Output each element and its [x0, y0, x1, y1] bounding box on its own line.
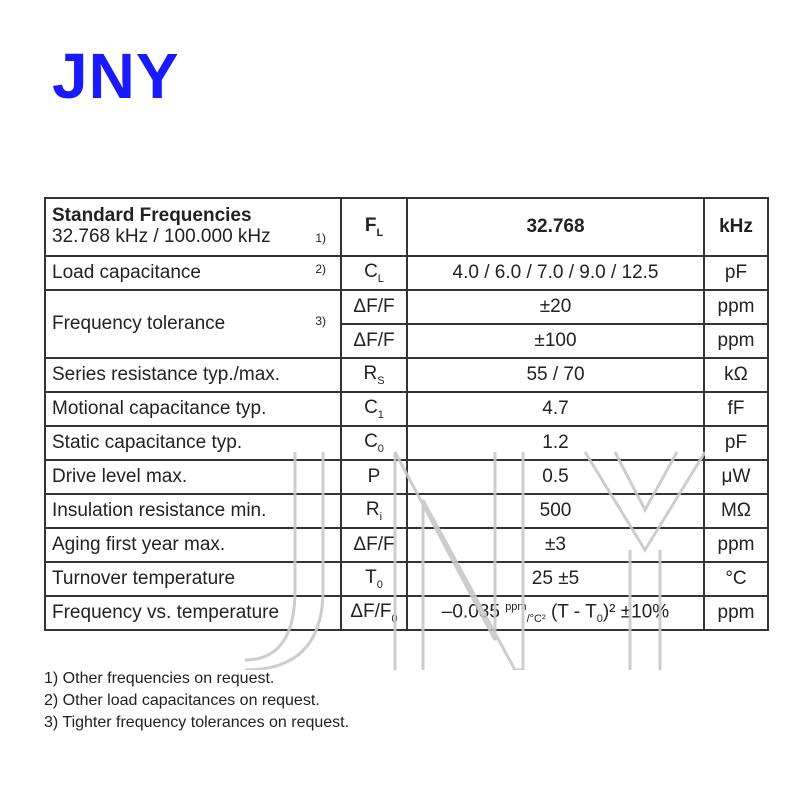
- unit-cell: ppm: [704, 324, 768, 358]
- param-cell: Drive level max.: [45, 460, 341, 494]
- table-row: [45, 290, 768, 324]
- header-symbol-cell: $F_L$: [341, 198, 407, 256]
- footnote-2: 2) Other load capacitances on request.: [44, 692, 320, 709]
- unit-cell: pF: [704, 426, 768, 460]
- footnote-marker: 1): [315, 230, 326, 245]
- param-cell: Series resistance typ./max.: [45, 358, 341, 392]
- header-subtitle: 32.768 kHz / 100.000 kHz: [52, 226, 271, 247]
- table-row: [45, 460, 768, 494]
- param-cell: Turnover temperature: [45, 562, 341, 596]
- value-cell: 55 / 70: [407, 358, 704, 392]
- value-cell: ±100: [407, 324, 704, 358]
- unit-cell: ppm: [704, 528, 768, 562]
- param-cell: Static capacitance typ.: [45, 426, 341, 460]
- symbol-cell: ΔF/F: [341, 290, 407, 324]
- value-cell: 4.7: [407, 392, 704, 426]
- brand-logo: JNY: [52, 40, 180, 112]
- value-cell: 4.0 / 6.0 / 7.0 / 9.0 / 12.5: [407, 256, 704, 290]
- unit-cell: pF: [704, 256, 768, 290]
- footnotes: [44, 668, 349, 734]
- unit-cell: ppm: [704, 596, 768, 630]
- footnote-marker: 2): [315, 262, 326, 276]
- unit-cell: MΩ: [704, 494, 768, 528]
- table-row: [45, 562, 768, 596]
- footnote-1: 1) Other frequencies on request.: [44, 670, 275, 687]
- value-cell: ±20: [407, 290, 704, 324]
- value-cell: 25 ±5: [407, 562, 704, 596]
- value-cell: ±3: [407, 528, 704, 562]
- unit-cell: ppm: [704, 290, 768, 324]
- header-title: Standard Frequencies: [52, 205, 252, 227]
- param-cell: Load capacitance 2): [45, 256, 341, 290]
- unit-cell: μW: [704, 460, 768, 494]
- value-cell: 1.2: [407, 426, 704, 460]
- param-cell: Frequency tolerance 3): [45, 290, 341, 358]
- symbol-cell: $R_i$: [341, 494, 407, 528]
- table-row: [45, 494, 768, 528]
- symbol-cell: ΔF/F: [341, 324, 407, 358]
- value-cell: 500: [407, 494, 704, 528]
- symbol-cell: $R_S$: [341, 358, 407, 392]
- table-header-row: [45, 198, 768, 256]
- header-value-cell: 32.768: [407, 198, 704, 256]
- table-row: [45, 596, 768, 630]
- specification-table: [44, 197, 769, 631]
- value-cell: –0.035 $^{ppm}_{/^\circ C^2}$ $(T - T_0)^2 \pm 10\%$: [407, 596, 704, 630]
- table-row: [45, 256, 768, 290]
- value-cell: 0.5: [407, 460, 704, 494]
- footnote-3: 3) Tighter frequency tolerances on request.: [44, 714, 350, 731]
- symbol-cell: ΔF/F: [341, 528, 407, 562]
- param-cell: Aging first year max.: [45, 528, 341, 562]
- header-unit-cell: kHz: [704, 198, 768, 256]
- unit-cell: °C: [704, 562, 768, 596]
- param-cell: Frequency vs. temperature: [45, 596, 341, 630]
- symbol-cell: $C_0$: [341, 426, 407, 460]
- table-row: [45, 426, 768, 460]
- footnote-marker: 3): [315, 314, 326, 328]
- symbol-cell: $C_1$: [341, 392, 407, 426]
- param-cell: Motional capacitance typ.: [45, 392, 341, 426]
- table-row: [45, 358, 768, 392]
- param-cell: Insulation resistance min.: [45, 494, 341, 528]
- symbol-cell: $C_L$: [341, 256, 407, 290]
- unit-cell: kΩ: [704, 358, 768, 392]
- unit-cell: fF: [704, 392, 768, 426]
- symbol-cell: $T_0$: [341, 562, 407, 596]
- table-row: [45, 528, 768, 562]
- symbol-cell: $\Delta F/F_0$: [341, 596, 407, 630]
- symbol-cell: P: [341, 460, 407, 494]
- header-parameter-cell: [45, 198, 341, 256]
- table-row: [45, 392, 768, 426]
